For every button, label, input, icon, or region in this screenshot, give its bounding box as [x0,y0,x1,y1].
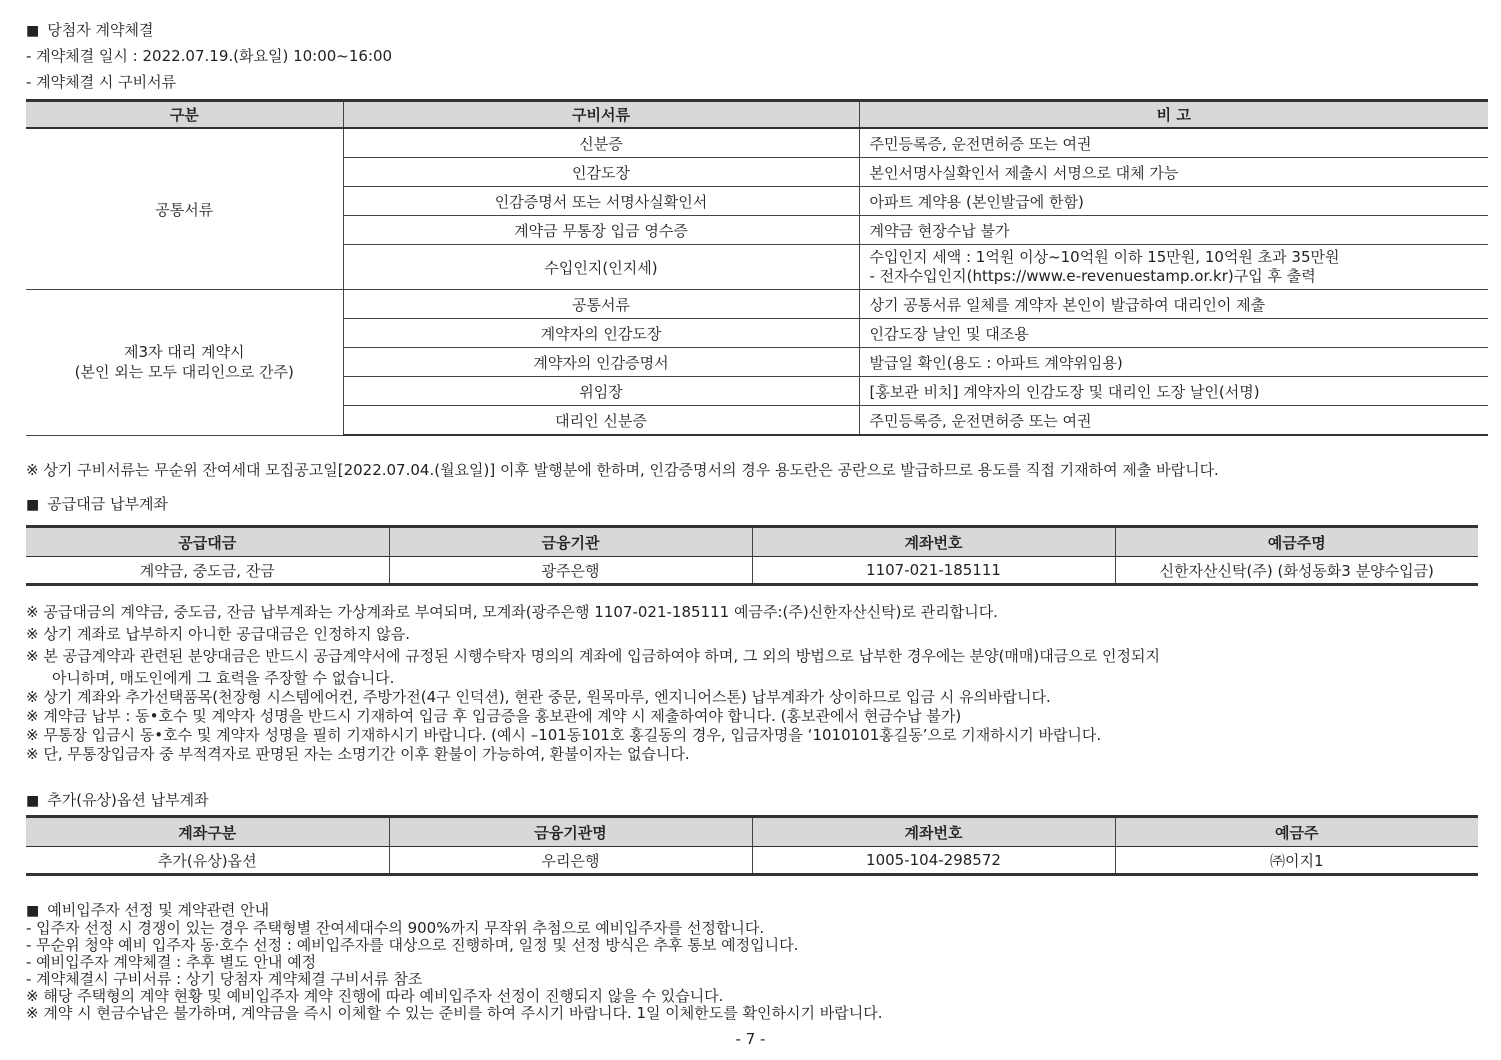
note-cell [859,245,1488,290]
payment-note: ※ 단, 무통장입금자 중 부적격자로 판명된 자는 소명기간 이후 환불이 가능하여, 환불이자는 없습니다. [26,745,690,763]
payment-note: ※ 상기 계좌로 납부하지 아니한 공급대금은 인정하지 않음. [26,625,410,643]
group-label-line: (본인 외는 모두 대리인으로 간주) [74,363,294,382]
header-account-number: 계좌번호 [752,527,1115,557]
bank-cell: 광주은행 [389,557,752,585]
group-label-line: 제3자 대리 계약시 [123,343,245,362]
table-row [26,847,1478,875]
note-line: - 전자수입인지(https://www.e-revenuestamp.or.kr)구입 후 출력 [869,267,1316,285]
account-holder-cell: ㈜이지1 [1115,847,1478,875]
account-holder-cell: 신한자산신탁(주) (화성동화3 분양수입금) [1115,557,1478,585]
note-cell: [홍보관 비치] 계약자의 인감도장 및 대리인 도장 날인(서명) [859,377,1488,406]
note-cell: 본인서명사실확인서 제출시 서명으로 대체 가능 [859,158,1488,187]
heading-text: 공급대금 납부계좌 [47,495,168,513]
heading-text: 예비입주자 선정 및 계약관련 안내 [47,901,270,919]
note-cell: 아파트 계약용 (본인발급에 한함) [859,187,1488,216]
contract-docs-line: - 계약체결 시 구비서류 [26,73,177,91]
header-account-holder: 예금주명 [1115,527,1478,557]
reserve-line: - 계약체결시 구비서류 : 상기 당첨자 계약체결 구비서류 참조 [26,970,423,988]
payment-note: ※ 공급대금의 계약금, 중도금, 잔금 납부계좌는 가상계좌로 부여되며, 모계좌(광주은행 1107-021-185111 예금주:(주)신한자산신탁)로 관리합니다. [26,603,998,621]
account-number-cell: 1005-104-298572 [752,847,1115,875]
heading-text: 추가(유상)옵션 납부계좌 [47,791,209,809]
header-payment-type: 공급대금 [26,527,389,557]
table-header-row [26,101,1488,129]
documents-note: ※ 상기 구비서류는 무순위 잔여세대 모집공고일[2022.07.04.(월요일)] 이후 발행분에 한하며, 인감증명서의 경우 용도란은 공란으로 발급하므로 용도를 직접 기재하여 제출 바랍니다. [26,461,1219,479]
header-account-type: 계좌구분 [26,817,389,847]
note-line: 수입인지 세액 : 1억원 이상~10억원 이하 15만원, 10억원 초과 35만원 [869,248,1340,266]
reserve-line: - 예비입주자 계약체결 : 추후 별도 안내 예정 [26,953,317,971]
group-proxy-contract [26,290,343,436]
doc-cell: 계약자의 인감증명서 [343,348,859,377]
reserve-line: ※ 계약 시 현금수납은 불가하며, 계약금을 즉시 이체할 수 있는 준비를 하여 주시기 바랍니다. 1일 이체한도를 확인하시기 바랍니다. [26,1004,883,1022]
table-header-row [26,817,1478,847]
reserve-line: - 무순위 청약 예비 입주자 동·호수 선정 : 예비입주자를 대상으로 진행하며, 일정 및 선정 방식은 추후 통보 예정입니다. [26,936,799,954]
payment-account-table [26,525,1478,586]
doc-cell: 계약자의 인감도장 [343,319,859,348]
doc-cell: 수입인지(인지세) [343,245,859,290]
heading-text: 당첨자 계약체결 [47,21,154,39]
note-cell: 계약금 현장수납 불가 [859,216,1488,245]
payment-note: ※ 상기 계좌와 추가선택품목(천장형 시스템에어컨, 주방가전(4구 인덕션), 현관 중문, 원목마루, 엔지니어스톤) 납부계좌가 상이하므로 입금 시 유의바랍니다. [26,688,1051,706]
header-bank-name: 금융기관명 [389,817,752,847]
note-cell: 발급일 확인(용도 : 아파트 계약위임용) [859,348,1488,377]
doc-cell: 계약금 무통장 입금 영수증 [343,216,859,245]
header-remarks: 비 고 [859,101,1488,129]
required-documents-table [26,99,1488,436]
payment-note: ※ 무통장 입금시 동•호수 및 계약자 성명을 필히 기재하시기 바랍니다. (예시 –101동101호 홍길동의 경우, 입금자명을 ‘1010101홍길동’으로 기재하시기 바랍니다. [26,726,1102,744]
option-account-table [26,815,1478,876]
section-heading-option-account [26,789,209,810]
header-account-number: 계좌번호 [752,817,1115,847]
payment-type-cell: 계약금, 중도금, 잔금 [26,557,389,585]
doc-cell: 신분증 [343,128,859,158]
bank-cell: 우리은행 [389,847,752,875]
reserve-line: - 입주자 선정 시 경쟁이 있는 경우 주택형별 잔여세대수의 900%까지 무작위 추첨으로 예비입주자를 선정합니다. [26,919,765,937]
payment-note: ※ 본 공급계약과 관련된 분양대금은 반드시 공급계약서에 규정된 시행수탁자 명의의 계좌에 입금하여야 하며, 그 외의 방법으로 납부한 경우에는 분양(매매)대금으로 인정되지 [26,647,1160,665]
header-account-holder: 예금주 [1115,817,1478,847]
doc-cell: 인감도장 [343,158,859,187]
payment-note: 아니하며, 매도인에게 그 효력을 주장할 수 없습니다. [52,669,395,687]
account-type-cell: 추가(유상)옵션 [26,847,389,875]
note-cell: 주민등록증, 운전면허증 또는 여권 [859,406,1488,436]
payment-note: ※ 계약금 납부 : 동•호수 및 계약자 성명을 반드시 기재하여 입금 후 입금증을 홍보관에 계약 시 제출하여야 합니다. (홍보관에서 현금수납 불가) [26,707,962,725]
table-row [26,290,1488,319]
contract-date-line: - 계약체결 일시 : 2022.07.19.(화요일) 10:00~16:00 [26,47,393,65]
doc-cell: 인감증명서 또는 서명사실확인서 [343,187,859,216]
account-number-cell: 1107-021-185111 [752,557,1115,585]
note-cell: 인감도장 날인 및 대조용 [859,319,1488,348]
note-cell: 상기 공통서류 일체를 계약자 본인이 발급하여 대리인이 제출 [859,290,1488,319]
header-category: 구분 [26,101,343,129]
header-documents: 구비서류 [343,101,859,129]
section-heading-contract [26,19,153,40]
section-heading-payment-account [26,493,168,514]
table-row [26,128,1488,158]
table-row [26,557,1478,585]
page-number: - 7 - [735,1030,766,1048]
doc-cell: 대리인 신분증 [343,406,859,436]
note-cell: 주민등록증, 운전면허증 또는 여권 [859,128,1488,158]
doc-cell: 공통서류 [343,290,859,319]
doc-cell: 위임장 [343,377,859,406]
table-header-row [26,527,1478,557]
header-bank: 금융기관 [389,527,752,557]
reserve-line: ※ 해당 주택형의 계약 현황 및 예비입주자 계약 진행에 따라 예비입주자 선정이 진행되지 않을 수 있습니다. [26,987,724,1005]
group-common-docs: 공통서류 [26,128,343,290]
